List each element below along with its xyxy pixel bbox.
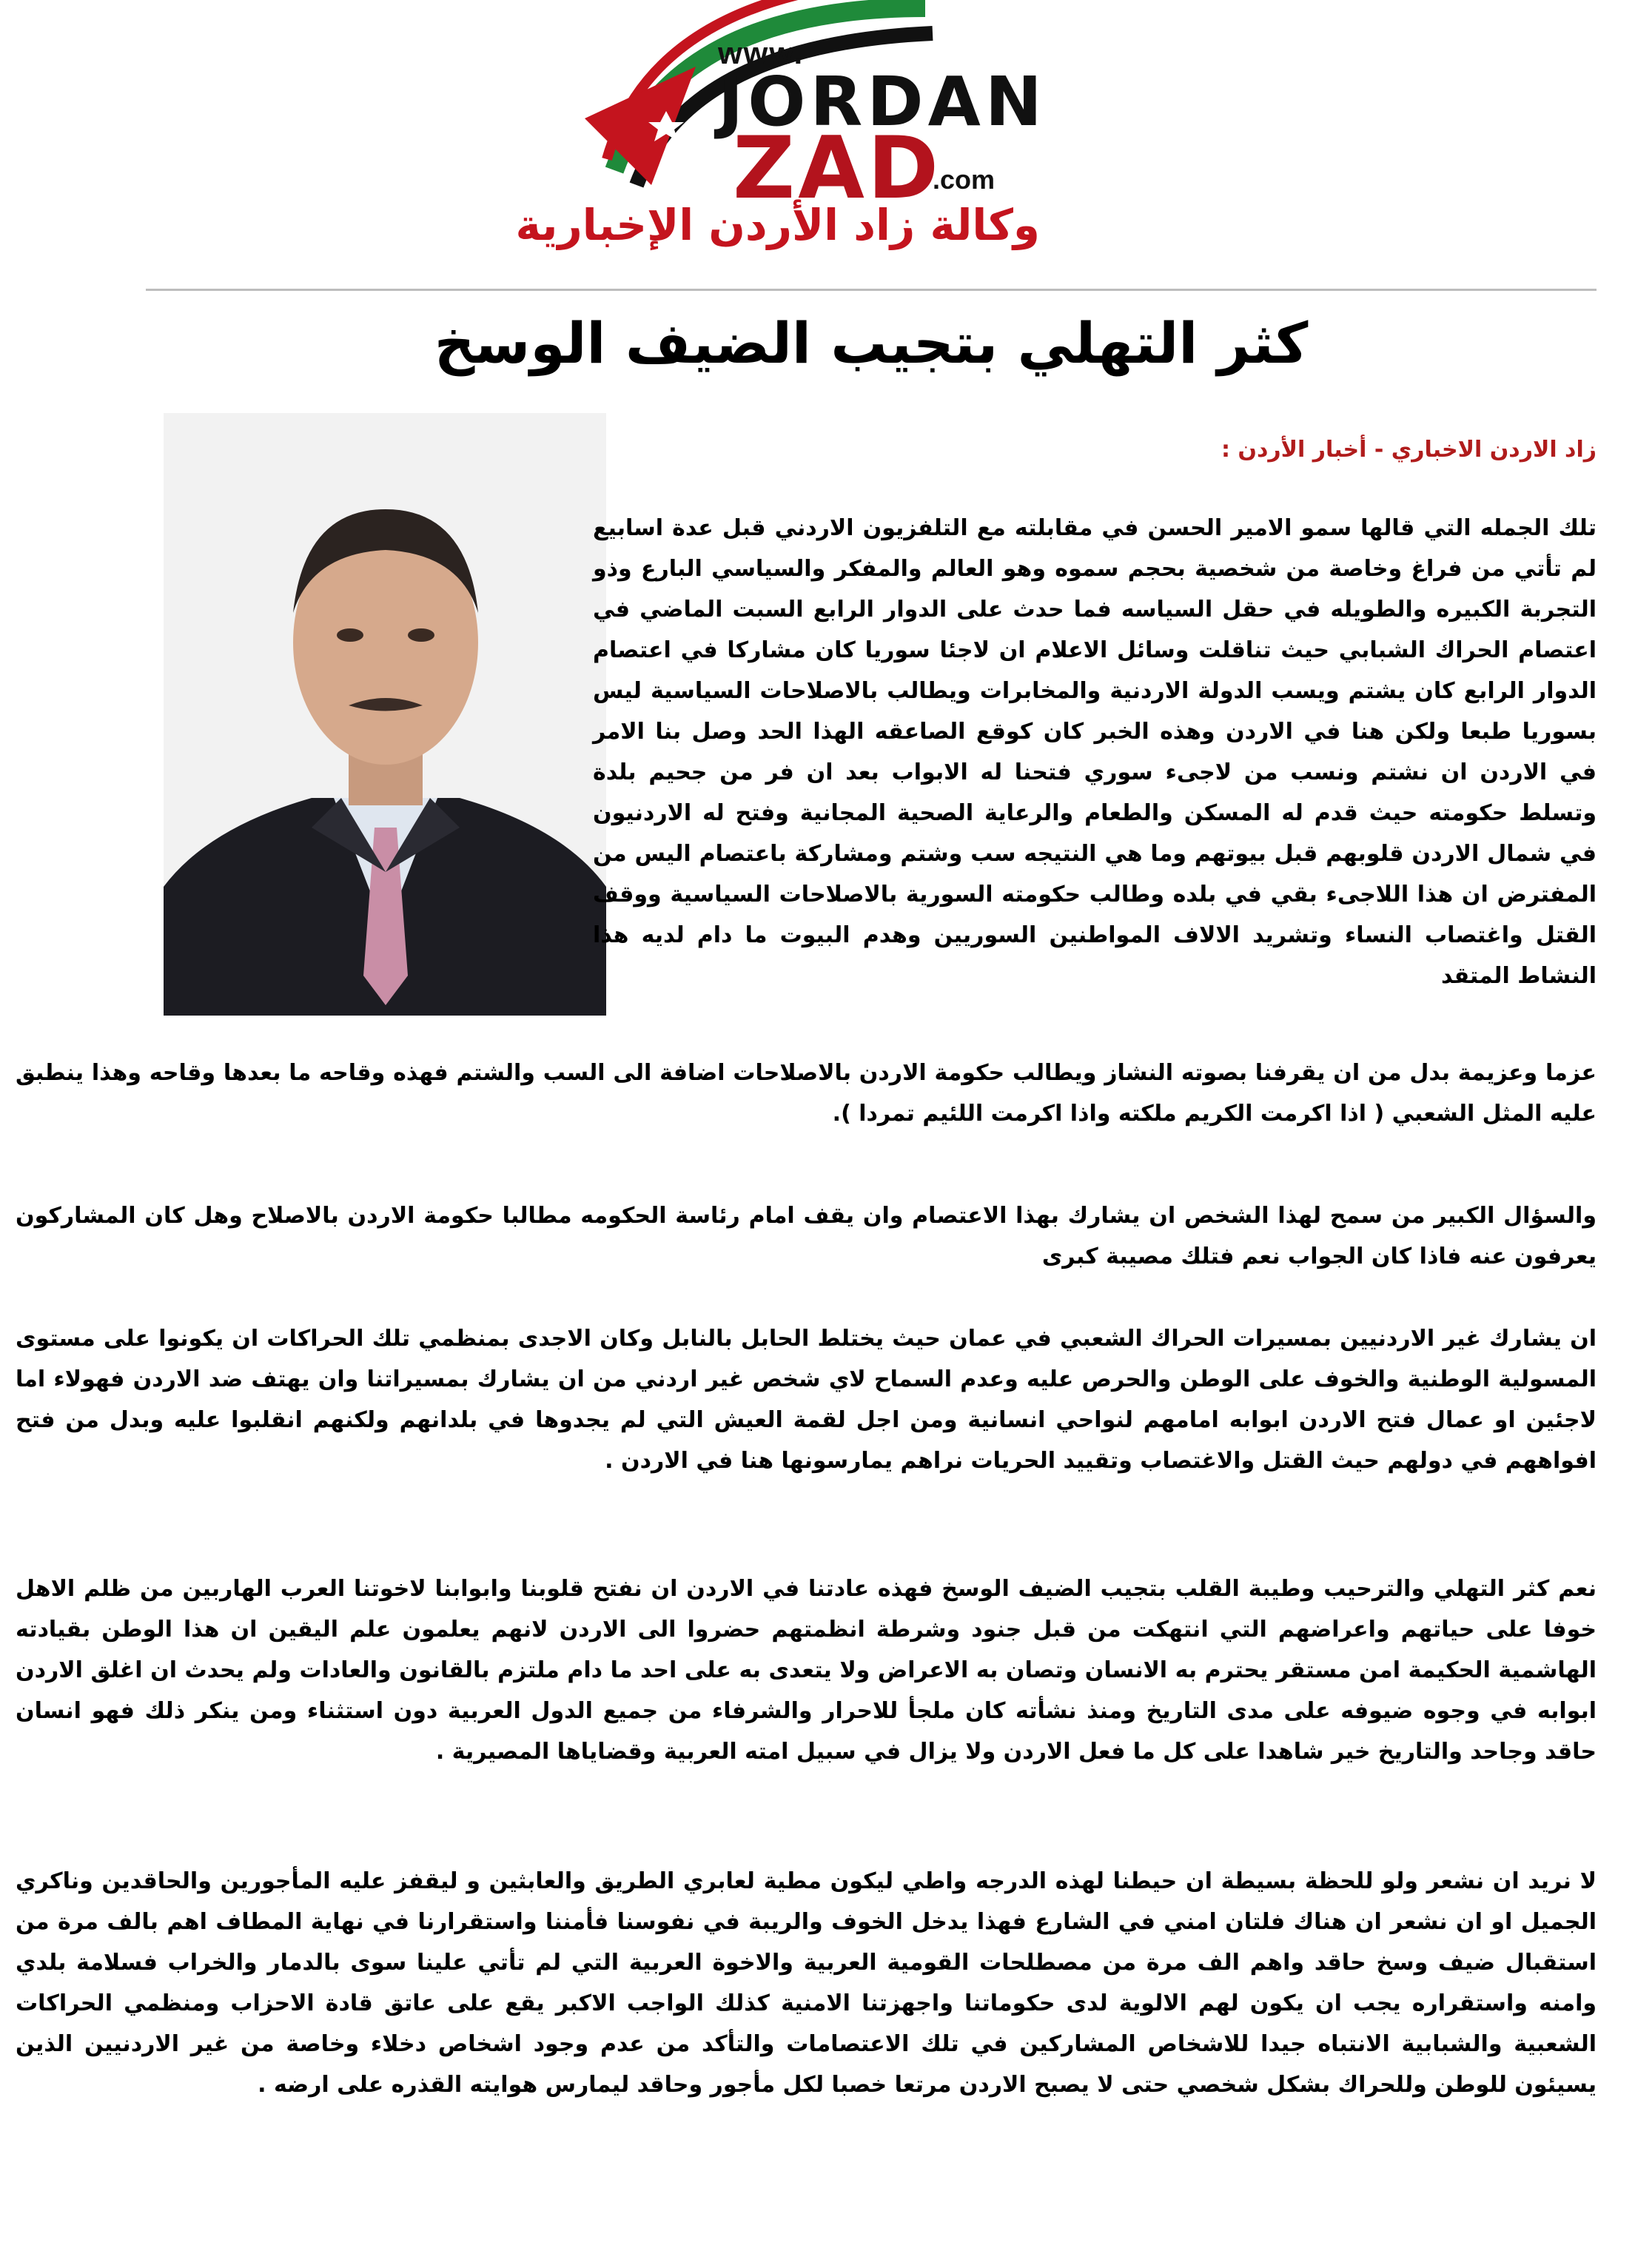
logo-arabic-name: وكالة زاد الأردن الإخبارية [515,200,1040,250]
article-title: كثر التهلي بتجيب الضيف الوسخ [434,310,1309,376]
site-logo[interactable] [515,0,1058,274]
article-paragraph-3: ان يشارك غير الاردنيين بمسيرات الحراك الشعبي في عمان حيث يختلط الحابل بالنابل وكان الاجدى بمنظمي تلك الحراكات ان يكونوا على مستوى المسولية الوطنية والخوف على الوطن والحرص عليه وعدم السماح لاي شخص غير اردني من ان يشارك بمسيراتنا وان يهتف ضد الاردن فهولاء اما لاجئين او عمال فتح الاردن ابوابه امامهم لنواحي انسانية ومن اجل لقمة العيش التي لم يجدوها في بلدانهم ولكنهم انقلبوا عليه وبدل من فتح افواههم في دولهم حيث القتل والاغتصاب وتقييد الحريات نراهم يمارسونها هنا في الاردن . [16,1326,1597,1474]
article-paragraph-2: والسؤال الكبير من سمح لهذا الشخص ان يشارك بهذا الاعتصام وان يقف امام رئاسة الحكومه مطالبا حكومة الاردن بالاصلاح وهل كان المشاركون يعرفون عنه فاذا كان الجواب نعم فتلك مصيبة كبرى [16,1203,1597,1269]
author-photo [164,413,606,1016]
article-paragraph-5: لا نريد ان نشعر ولو للحظة بسيطة ان حيطنا لهذه الدرجه واطي ليكون مطية لعابري الطريق والعابثين و ليقفز عليه المأجورين والحاقدين وناكري الجميل او ان نشعر ان هناك فلتان امني في الشارع فهذا يدخل الخوف والريبة في نفوسنا فأمننا واستقرارنا في نهاية المطاف اهم بالف مرة من استقبال ضيف وسخ حاقد واهم الف مرة من مصطلحات القومية العربية والاخوة العربية التي لم تأتي علينا سوى بالدمار والخراب فسلامة بلدي وامنه واستقراره يجب ان يكون لهم الالوية لدى حكوماتنا واجهزتنا الامنية كذلك الواجب الاكبر يقع على عاتق قادة الاحزاب ومنظمي الحراكات الشعبية والشبابية الانتباه جيدا للاشخاص المشاركين في تلك الاعتصامات والتأكد من عدم وجود اشخاص دخلاء وخاصة من غير الاردنيين الذين يسيئون للوطن وللحراك بشكل شخصي حتى لا يصبح الاردن مرتعا خصبا لكل مأجور وحاقد ليمارس هوايته القذره على ارضه . [16,1868,1597,2098]
article-paragraph-4: نعم كثر التهلي والترحيب وطيبة القلب بتجيب الضيف الوسخ فهذه عادتنا في الاردن ان نفتح قلوبنا وابوابنا لاخوتنا العرب الهاربين من ظلم الاهل خوفا على حياتهم واعراضهم التي انتهكت من قبل جنود وشرطة انظمتهم حضروا الى الاردن لانهم يعلمون علم اليقين ان هذا الوطن بقيادته الهاشمية الحكيمة امن مستقر يحترم به الانسان وتصان به الاعراض ولا يتعدى به على احد ما دام ملتزم بالقانون والعادات ولم يحدث ان اغلق الاردن ابوابه في وجوه ضيوفه على مدى التاريخ ومنذ نشأته كان ملجأ للاحرار والشرفاء من جميع الدول العربية دون استثناء ومن ينكر ذلك فهو انسان حاقد وجاحد والتاريخ خير شاهدا على كل ما فعل الاردن ولا يزال في سبيل امته العربية وقضاياها المصيرية . [16,1576,1597,1765]
logo-com-text: .com [933,164,996,195]
logo-jordan-text: JORDAN [718,62,1047,141]
logo-www-text: www. [718,36,805,70]
author-photo-illustration [164,413,606,1016]
article-byline: زاد الاردن الاخباري - أخبار الأردن : [1221,437,1597,463]
logo-zad-text: ZAD [733,118,942,218]
header-divider [146,289,1597,291]
article-paragraph-1: تلك الجمله التي قالها سمو الامير الحسن في مقابلته مع التلفزيون الاردني قبل عدة اسابيع لم تأتي من فراغ وخاصة من شخصية بحجم سموه وهو العالم والمفكر والسياسي البارع وذو التجربة الكبيره والطويله في حقل السياسه فما حدث على الدوار الرابع السبت الماضي في اعتصام الحراك الشبابي حيث تناقلت وسائل الاعلام ان لاجئا سوريا كان مشاركا في اعتصام الدوار الرابع كان يشتم ويسب الدولة الاردنية والمخابرات ويطالب بالاصلاحات السياسية ليس بسوريا طبعا ولكن هنا في الاردن وهذه الخبر كان كوقع الصاعقه الهذا الحد وصل بنا الامر في الاردن ان نشتم ونسب من لاجىء سوري فتحنا له الابواب بعد ان فر من جحيم بلدة وتسلط حكومته حيث قدم له المسكن والطعام والرعاية الصحية المجانية وفتح له الاردنيون في شمال الاردن قلوبهم قبل بيوتهم وما هي النتيجه سب وشتم ومشاركة باعتصام اليس من المفترض ان هذا اللاجىء بقي في بلده وطالب حكومته السورية بالاصلاحات السياسية ووقف القتل واغتصاب النساء وتشريد الالاف المواطنين السوريين وهدم البيوت ما دام لديه هذا النشاط المتقد [593,515,1597,989]
article-paragraph-1-continued: عزما وعزيمة بدل من ان يقرفنا بصوته النشاز ويطالب حكومة الاردن بالاصلاحات اضافة الى السب والشتم فهذه وقاحه ما بعدها وقاحه وهذا ينطبق عليه المثل الشعبي ( اذا اكرمت الكريم ملكته واذا اكرمت اللئيم تمردا ). [16,1060,1597,1127]
